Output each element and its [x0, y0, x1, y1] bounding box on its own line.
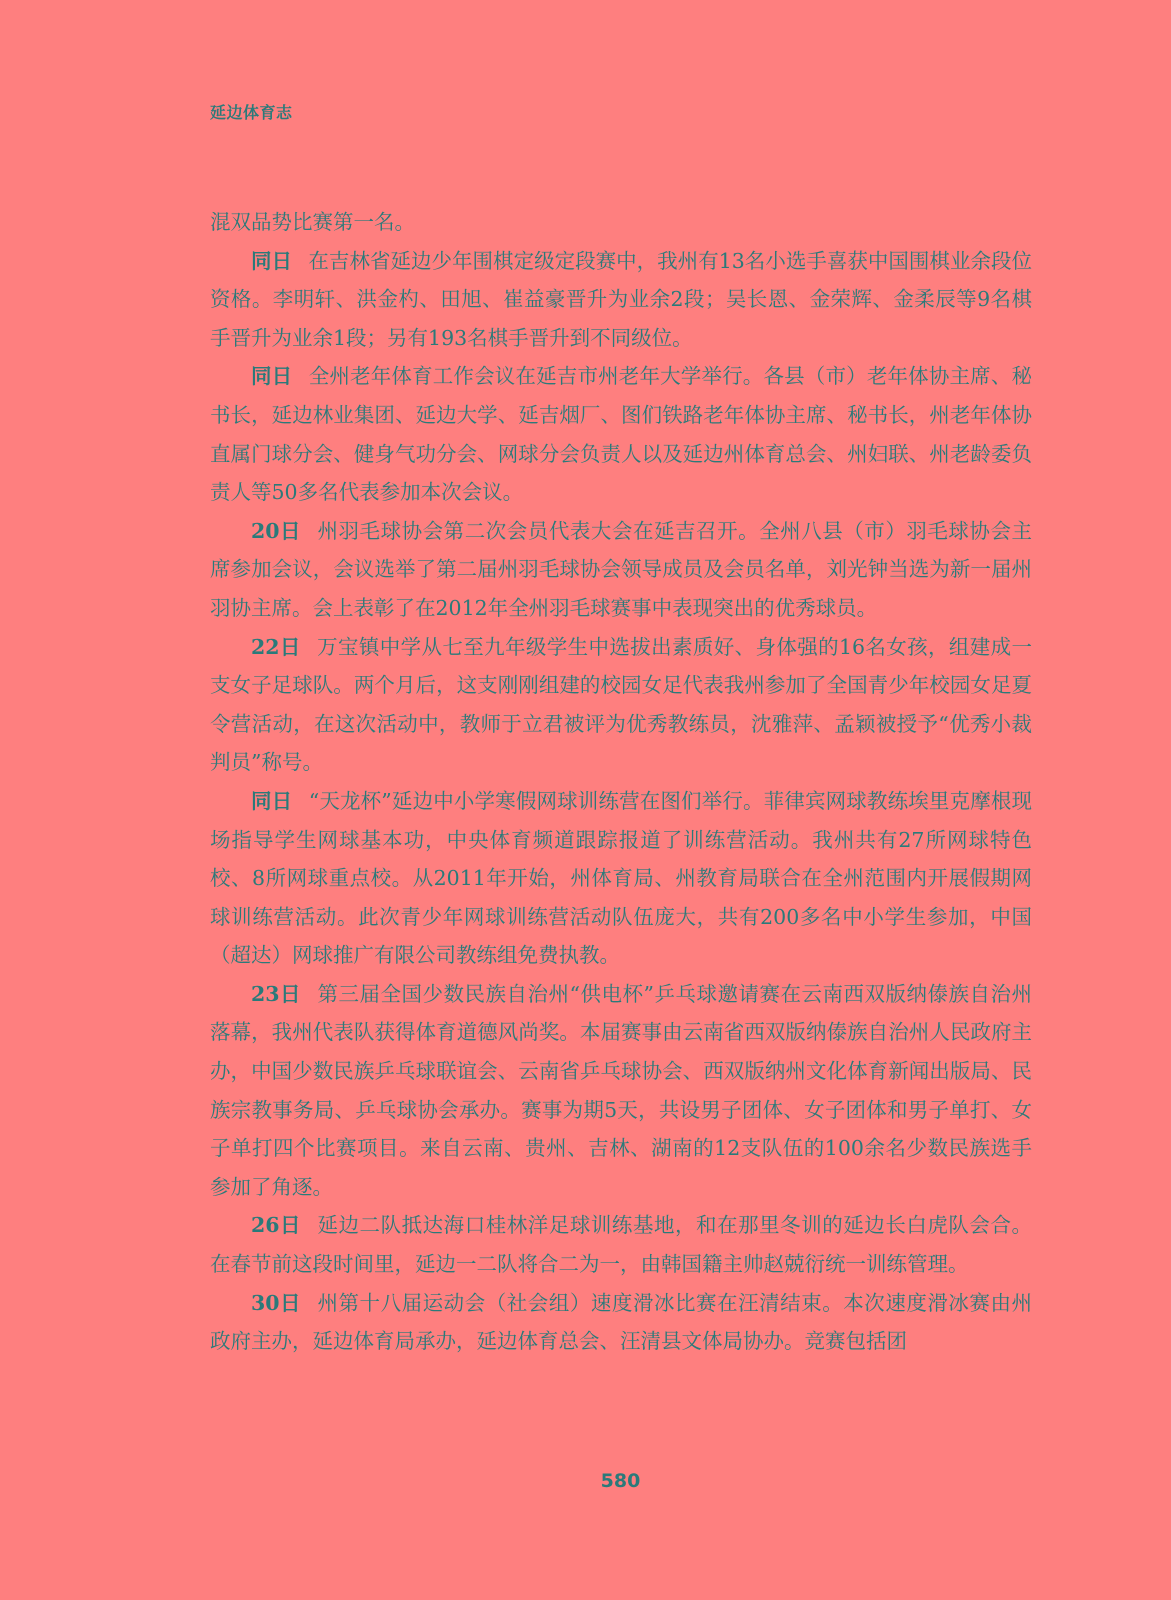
page-number: 580	[600, 1470, 641, 1492]
entry-paragraph	[210, 357, 1032, 511]
entry-text: 州羽毛球协会第二次会员代表大会在延吉召开。全州八县（市）羽毛球协会主席参加会议，会议选举了第二届州羽毛球协会领导成员及会员名单，刘光钟当选为新一届州羽协主席。会上表彰了在2012年全州羽毛球赛事中表现突出的优秀球员。	[210, 518, 1032, 620]
entry-text: 在吉林省延边少年围棋定级定段赛中，我州有13名小选手喜获中国围棋业余段位资格。李明轩、洪金杓、田旭、崔益豪晋升为业余2段；吴长恩、金荣辉、金柔辰等9名棋手晋升为业余1段；另有193名棋手晋升到不同级位。	[210, 248, 1032, 350]
entry-date: 同日	[251, 248, 293, 273]
entry-paragraph	[210, 512, 1032, 628]
entry-paragraph	[210, 782, 1032, 975]
paragraph-text: 混双品势比赛第一名。	[210, 210, 415, 234]
entry-text: 万宝镇中学从七至九年级学生中选拔出素质好、身体强的16名女孩，组建成一支女子足球队。两个月后，这支刚刚组建的校园女足代表我州参加了全国青少年校园女足夏令营活动，在这次活动中，教师于立君被评为优秀教练员，沈雅萍、孟颖被授予“优秀小裁判员”称号。	[210, 634, 1032, 775]
entry-paragraph	[210, 242, 1032, 358]
entry-paragraph	[210, 1206, 1032, 1283]
entry-date: 30日	[251, 1290, 302, 1315]
body-text	[210, 203, 1032, 1361]
entry-date: 22日	[251, 634, 301, 659]
entry-date: 23日	[251, 981, 302, 1006]
running-head: 延边体育志	[210, 103, 293, 122]
entry-text: 第三届全国少数民族自治州“供电杯”乒乓球邀请赛在云南西双版纳傣族自治州落幕，我州代表队获得体育道德风尚奖。本届赛事由云南省西双版纳傣族自治州人民政府主办，中国少数民族乒乓球联谊会、云南省乒乓球协会、西双版纳州文化体育新闻出版局、民族宗教事务局、乒乓球协会承办。赛事为期5天，共设男子团体、女子团体和男子单打、女子单打四个比赛项目。来自云南、贵州、吉林、湖南的12支队伍的100余名少数民族选手参加了角逐。	[210, 981, 1032, 1199]
entry-paragraph	[210, 628, 1032, 782]
paragraph-continuation	[210, 203, 1032, 242]
entry-text: 州第十八届运动会（社会组）速度滑冰比赛在汪清结束。本次速度滑冰赛由州政府主办，延边体育局承办，延边体育总会、汪清县文体局协办。竞赛包括团	[210, 1290, 1032, 1354]
entry-paragraph	[210, 1284, 1032, 1361]
entry-text: “天龙杯”延边中小学寒假网球训练营在图们举行。菲律宾网球教练埃里克摩根现场指导学生网球基本功，中央体育频道跟踪报道了训练营活动。我州共有27所网球特色校、8所网球重点校。从2011年开始，州体育局、州教育局联合在全州范围内开展假期网球训练营活动。此次青少年网球训练营活动队伍庞大，共有200多名中小学生参加，中国（超达）网球推广有限公司教练组免费执教。	[210, 788, 1032, 968]
entry-date: 同日	[251, 364, 293, 389]
entry-text: 延边二队抵达海口桂林洋足球训练基地，和在那里冬训的延边长白虎队会合。在春节前这段时间里，延边一二队将合二为一，由韩国籍主帅赵兢衍统一训练管理。	[210, 1213, 1032, 1277]
entry-date: 26日	[251, 1213, 302, 1238]
entry-date: 20日	[251, 518, 302, 543]
entry-paragraph	[210, 975, 1032, 1207]
entry-date: 同日	[251, 788, 293, 813]
entry-text: 全州老年体育工作会议在延吉市州老年大学举行。各县（市）老年体协主席、秘书长，延边林业集团、延边大学、延吉烟厂、图们铁路老年体协主席、秘书长，州老年体协直属门球分会、健身气功分会、网球分会负责人以及延边州体育总会、州妇联、州老龄委负责人等50多名代表参加本次会议。	[210, 364, 1033, 505]
